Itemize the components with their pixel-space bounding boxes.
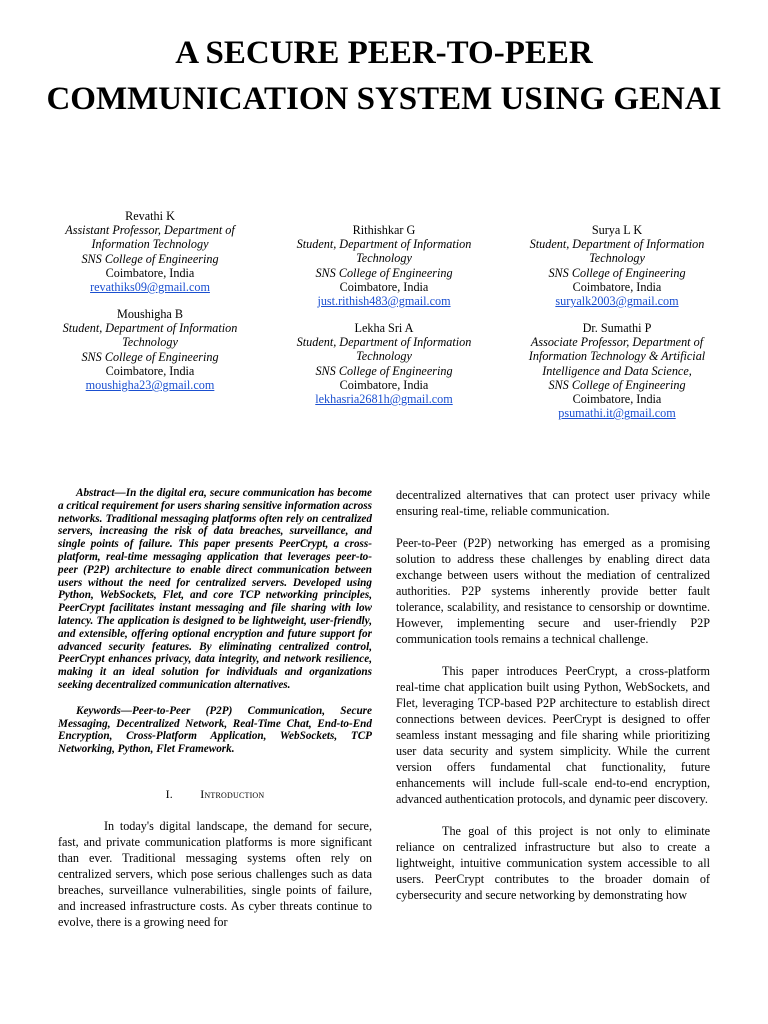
abstract: Abstract—In the digital era, secure communication has become a critical requirement for users sharing sensitive information across networks. Traditional messaging platforms often rely on centralized servers, increasing the risk of data breaches, surveillance, and single points of failure. This paper presents PeerCrypt, a cross-platform, real-time messaging application that leverages peer-to-peer (P2P) architecture to enable direct communication between users without the need for centralized servers. Developed using Python, WebSockets, Flet, and core TCP networking principles, PeerCrypt facilitates instant messaging and file sharing with low latency. The application is designed to be lightweight, user-friendly, and extensible, offering optional encryption and future support for advanced security features. By eliminating centralized control, PeerCrypt enhances privacy, data integrity, and network resilience, making it an ideal solution for individuals and organizations seeking decentralized communication alternatives. xyxy=(58,487,372,691)
body-paragraph: Peer-to-Peer (P2P) networking has emerged as a promising solution to address these challenges by enabling direct data exchange between users without the mediation of centralized authorities. P2P systems inherently provide better fault tolerance, scalability, and resistance to censorship or downtime. However, implementing secure and user-friendly P2P communication tools remains a technical challenge. xyxy=(396,536,710,646)
author-email-link[interactable]: just.rithish483@gmail.com xyxy=(317,294,451,309)
author-college: SNS College of Engineering xyxy=(548,265,686,280)
body-paragraph: The goal of this project is not only to eliminate reliance on centralized infrastructure but also to create a lightweight, intuitive communication system accessible to all users. PeerCrypt contributes to the broader domain of cybersecurity and secure networking by demonstrating how xyxy=(396,824,710,902)
author-college: SNS College of Engineering xyxy=(548,377,686,392)
author-name: Surya L K xyxy=(591,223,643,237)
author-name: Rithishkar G xyxy=(352,223,416,237)
author-college: SNS College of Engineering xyxy=(315,363,453,378)
author-block-3 xyxy=(519,223,715,308)
author-role: Student, Department of Information Technology xyxy=(296,237,472,266)
author-college: SNS College of Engineering xyxy=(315,265,453,280)
paper-title: A SECURE PEER-TO-PEER COMMUNICATION SYSTEM USING GENAI xyxy=(46,35,722,117)
author-block-5 xyxy=(286,321,482,406)
left-column xyxy=(58,487,372,930)
author-role: Student, Department of Information Technology xyxy=(529,237,705,266)
body-paragraph: decentralized alternatives that can protect user privacy while ensuring real-time, reliable communication. xyxy=(396,488,710,518)
author-name: Moushigha B xyxy=(116,307,184,321)
author-name: Dr. Sumathi P xyxy=(582,321,652,335)
author-city: Coimbatore, India xyxy=(339,377,429,392)
author-block-4 xyxy=(54,307,246,392)
section-title: Introduction xyxy=(200,786,265,801)
author-email-link[interactable]: revathiks09@gmail.com xyxy=(90,280,210,295)
author-city: Coimbatore, India xyxy=(572,392,662,407)
author-email-link[interactable]: suryalk2003@gmail.com xyxy=(555,294,679,309)
author-city: Coimbatore, India xyxy=(105,363,195,378)
section-heading xyxy=(58,786,372,802)
author-city: Coimbatore, India xyxy=(105,265,195,280)
author-email-link[interactable]: psumathi.it@gmail.com xyxy=(558,406,676,421)
author-role: Assistant Professor, Department of Information Technology xyxy=(65,223,235,252)
author-college: SNS College of Engineering xyxy=(81,251,219,266)
author-role: Associate Professor, Department of Information Technology & Artificial Intelligence and Data Science, xyxy=(528,335,706,378)
author-city: Coimbatore, India xyxy=(339,279,429,294)
author-email-link[interactable]: lekhasria2681h@gmail.com xyxy=(315,392,453,407)
author-block-2 xyxy=(286,223,482,308)
author-block-6 xyxy=(519,321,715,420)
body-paragraph: In today's digital landscape, the demand for secure, fast, and private communication platforms is more significant than ever. Traditional messaging systems often rely on centralized servers, which pose serious challenges such as data breaches, surveillance vulnerabilities, single points of failure, and increased infrastructure costs. As cyber threats continue to evolve, there is a growing need for xyxy=(58,818,372,929)
author-city: Coimbatore, India xyxy=(572,279,662,294)
body-paragraph: This paper introduces PeerCrypt, a cross-platform real-time chat application built using Python, WebSockets, and Flet, leveraging TCP-based P2P architecture to establish direct connections between devices. PeerCrypt is designed to offer seamless instant messaging and file sharing while prioritizing user data security and system simplicity. While the current version offers fundamental chat functionality, future enhancements will include full-scale end-to-end encryption, advanced authentication protocols, and dynamic peer discovery. xyxy=(396,664,710,806)
author-college: SNS College of Engineering xyxy=(81,349,219,364)
keywords: Keywords—Peer-to-Peer (P2P) Communication, Secure Messaging, Decentralized Network, Real-Time Chat, End-to-End Encryption, Cross-Platform Application, WebSockets, TCP Networking, Python, Flet Framework. xyxy=(58,704,372,756)
section-number: I. xyxy=(165,786,174,801)
author-name: Revathi K xyxy=(125,209,175,223)
author-role: Student, Department of Information Technology xyxy=(62,321,238,350)
author-name: Lekha Sri A xyxy=(354,321,414,335)
author-block-1 xyxy=(54,209,246,294)
author-email-link[interactable]: moushigha23@gmail.com xyxy=(85,378,215,393)
author-role: Student, Department of Information Technology xyxy=(296,335,472,364)
right-column xyxy=(396,487,710,903)
